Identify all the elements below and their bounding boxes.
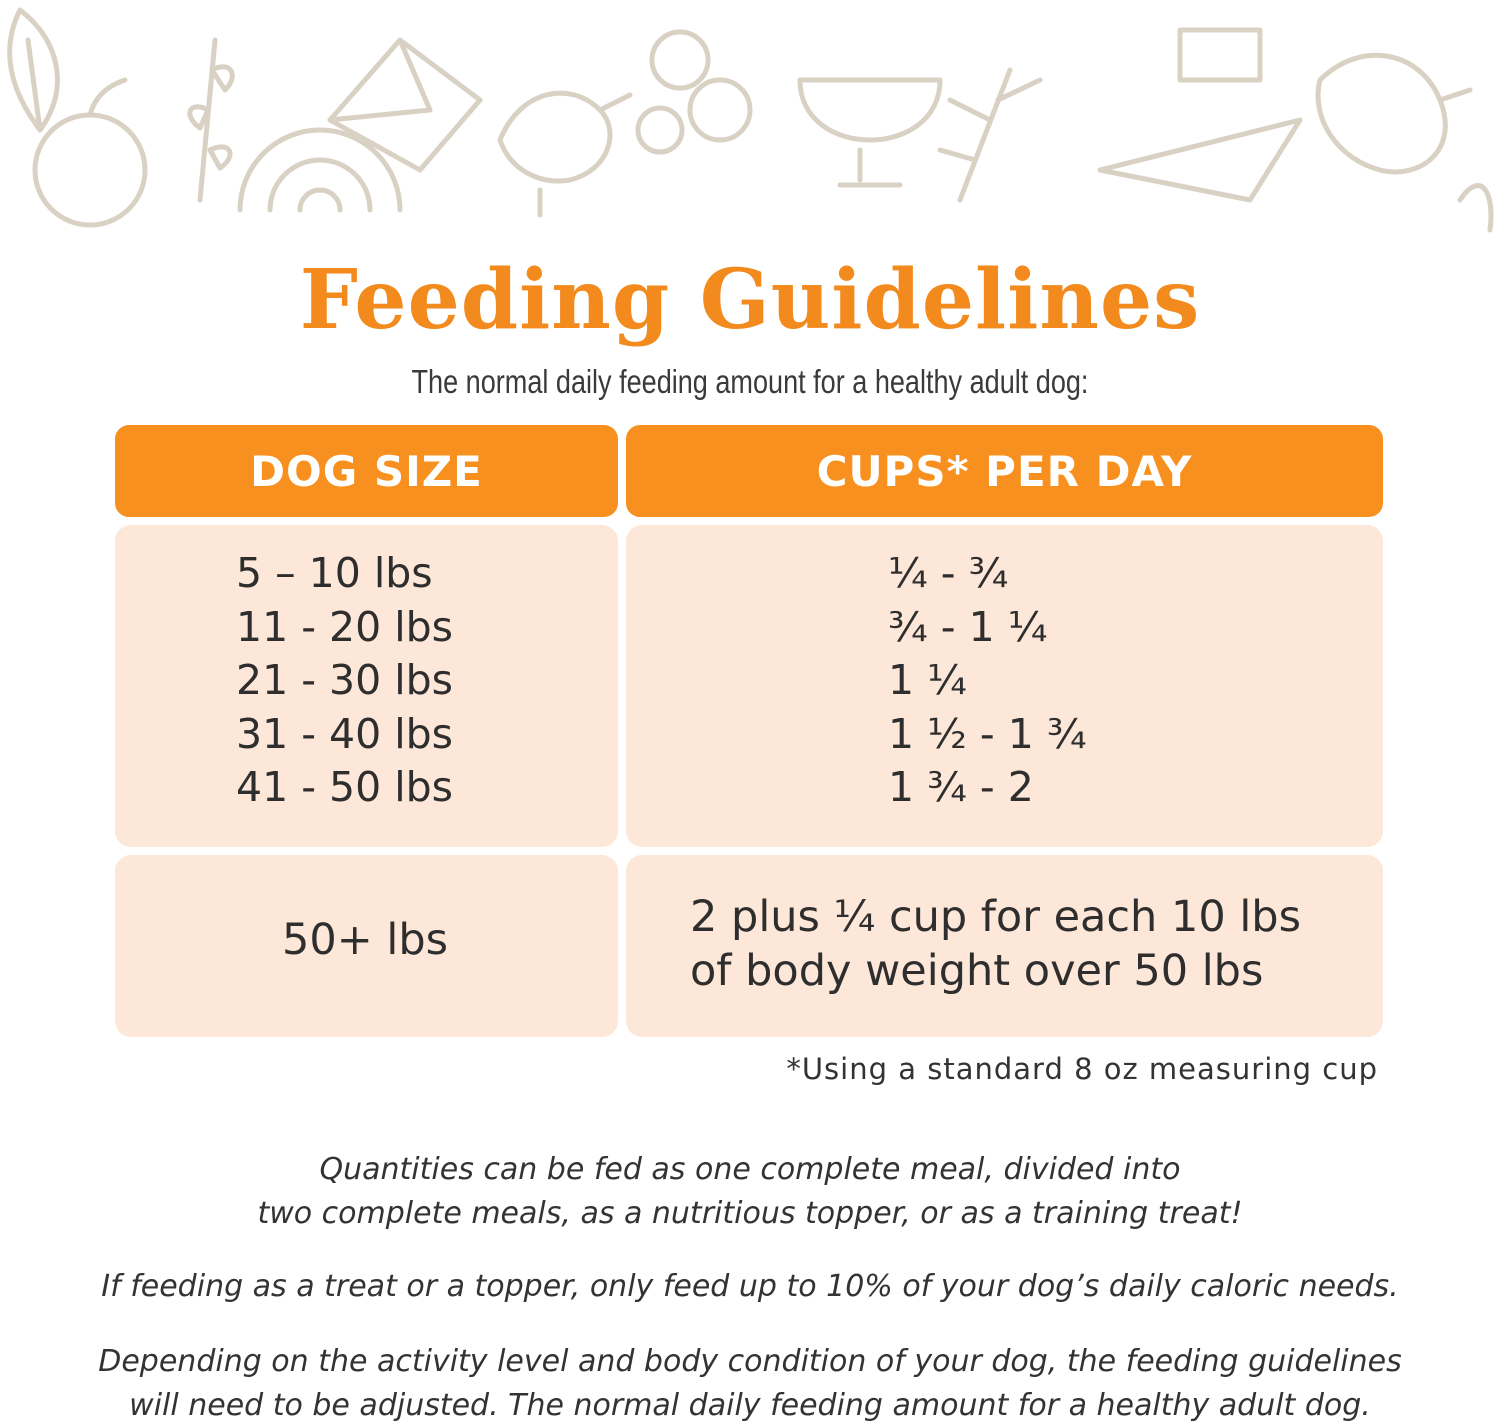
large-dog-cups (690, 890, 1301, 998)
cups-row: 1 ¾ - 2 (888, 763, 1034, 811)
quantities-line: Quantities can be fed as one complete meal, divided into (319, 1152, 1181, 1187)
quantities-note (0, 1148, 1500, 1236)
cups-row: 1 ½ - 1 ¾ (888, 709, 1087, 758)
page-subtitle: The normal daily feeding amount for a healthy adult dog: (411, 363, 1089, 400)
dog-size-row: 41 - 50 lbs (236, 763, 454, 811)
dog-size-row: 5 – 10 lbs (236, 549, 433, 597)
sprig-icon (940, 70, 1040, 200)
chicken-icon (1318, 55, 1491, 230)
dog-size-row: 21 - 30 lbs (236, 656, 454, 704)
apple-icon (35, 80, 145, 225)
bird-icon (500, 93, 630, 215)
cups-list (888, 547, 1087, 815)
quantities-line: two complete meals, as a nutritious topper, or as a training treat! (257, 1196, 1243, 1231)
leaf-icon (10, 10, 58, 130)
page-title: Feeding Guidelines (299, 252, 1201, 348)
cups-row: ¼ - ¾ (888, 549, 1009, 597)
measuring-cup-footnote: *Using a standard 8 oz measuring cup (786, 1052, 1378, 1086)
header-dog-size: DOG SIZE (115, 425, 618, 517)
dog-size-list (236, 547, 453, 815)
large-dog-cups-line: of body weight over 50 lbs (690, 946, 1264, 996)
activity-note (0, 1340, 1500, 1428)
berries-icon (638, 32, 750, 152)
dog-size-row: 11 - 20 lbs (236, 602, 454, 651)
large-dog-size: 50+ lbs (282, 915, 449, 965)
large-dog-cups-line: 2 plus ¼ cup for each 10 lbs (690, 892, 1301, 942)
card-icon (1100, 30, 1300, 200)
bowl-icon (800, 80, 940, 185)
dog-size-row: 31 - 40 lbs (236, 709, 454, 758)
header-cups-per-day: CUPS* PER DAY (626, 425, 1383, 517)
target-rings-icon (240, 130, 400, 210)
decorative-banner (0, 0, 1500, 250)
cups-row: 1 ¼ (888, 656, 967, 704)
treat-note: If feeding as a treat or a topper, only feed up to 10% of your dog’s daily caloric needs. (101, 1269, 1399, 1304)
cups-row: ¾ - 1 ¼ (888, 602, 1048, 651)
activity-line: will need to be adjusted. The normal daily feeding amount for a healthy adult dog. (129, 1388, 1371, 1423)
activity-line: Depending on the activity level and body condition of your dog, the feeding guidelines (98, 1344, 1402, 1379)
wheat-icon (190, 40, 232, 200)
envelope-icon (330, 40, 480, 170)
